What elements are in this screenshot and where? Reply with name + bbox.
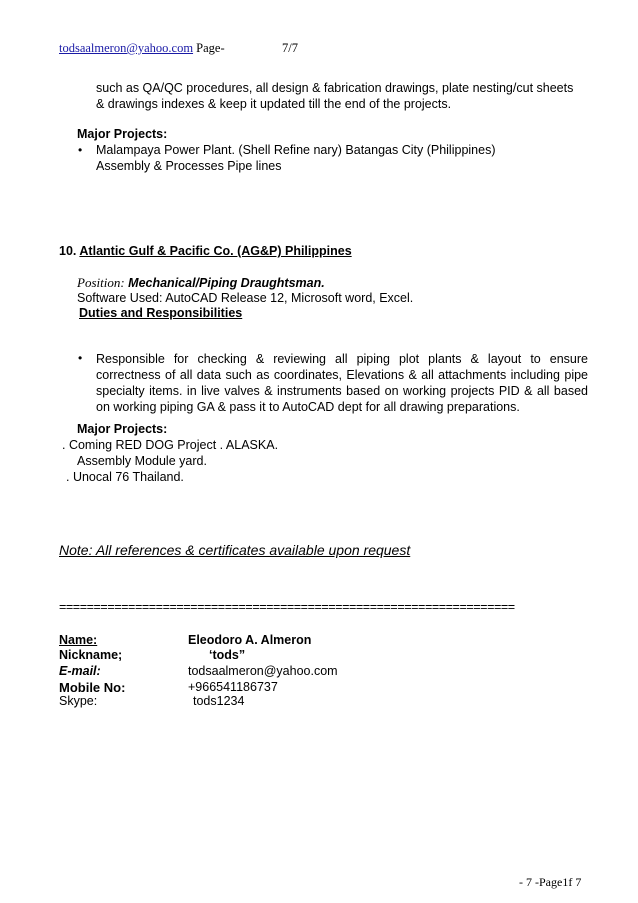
project-item-2: Assembly Module yard. <box>77 454 207 468</box>
skype-value: tods1234 <box>193 694 245 708</box>
position-label: Position: <box>77 275 125 290</box>
bullet-icon: • <box>78 143 83 157</box>
prev-project-line-1: Malampaya Power Plant. (Shell Refine nary) Batangas City (Philippines) <box>96 143 496 157</box>
continuation-line-1: such as QA/QC procedures, all design & fabrication drawings, plate nesting/cut sheets <box>96 81 574 95</box>
bullet-icon: • <box>78 351 83 365</box>
name-value: Eleodoro A. Almeron <box>188 633 312 647</box>
major-projects-heading: Major Projects: <box>77 422 168 436</box>
email-value: todsaalmeron@yahoo.com <box>188 664 338 678</box>
project-item-3: . Unocal 76 Thailand. <box>66 470 184 484</box>
duties-heading: Duties and Responsibilities <box>79 306 243 320</box>
header-email-link[interactable]: todsaalmeron@yahoo.com <box>59 41 194 55</box>
software-line: Software Used: AutoCAD Release 12, Microsoft word, Excel. <box>77 291 414 305</box>
references-note: Note: All references & certificates available upon request <box>59 542 411 558</box>
nickname-label: Nickname; <box>59 648 123 662</box>
project-item-1: . Coming RED DOG Project . ALASKA. <box>62 438 279 452</box>
page-footer: - 7 -Page1f 7 <box>519 875 582 889</box>
prev-project-line-2: Assembly & Processes Pipe lines <box>96 159 282 173</box>
separator-line: ================================================================== <box>59 600 515 614</box>
email-label: E-mail: <box>59 664 101 678</box>
skype-label: Skype: <box>59 694 98 708</box>
header-page-number: 7/7 <box>282 41 298 55</box>
section-number: 10. <box>59 244 77 258</box>
section-10-heading <box>59 244 352 258</box>
position-line <box>77 275 325 291</box>
mobile-label: Mobile No: <box>59 680 126 695</box>
name-label: Name: <box>59 633 98 647</box>
header-page-label: Page- <box>196 41 225 55</box>
major-projects-heading-prev: Major Projects: <box>77 127 168 141</box>
nickname-value: ‘tods” <box>209 648 246 662</box>
mobile-value: +966541186737 <box>188 680 278 694</box>
continuation-line-2: & drawings indexes & keep it updated till the end of the projects. <box>96 97 452 111</box>
page-header <box>59 41 225 56</box>
duty-description: Responsible for checking & reviewing all piping plot plants & layout to ensure correctness of all data such as coordinates, Elevations & all attachments including pipe specialty items. in live valves & instruments based on working projects PID & all based on working piping GA & pass it to AutoCAD dept for all drawing preparations. <box>96 352 588 414</box>
company-name: Atlantic Gulf & Pacific Co. (AG&P) Philippines <box>79 244 352 258</box>
position-value: Mechanical/Piping Draughtsman. <box>128 276 325 290</box>
